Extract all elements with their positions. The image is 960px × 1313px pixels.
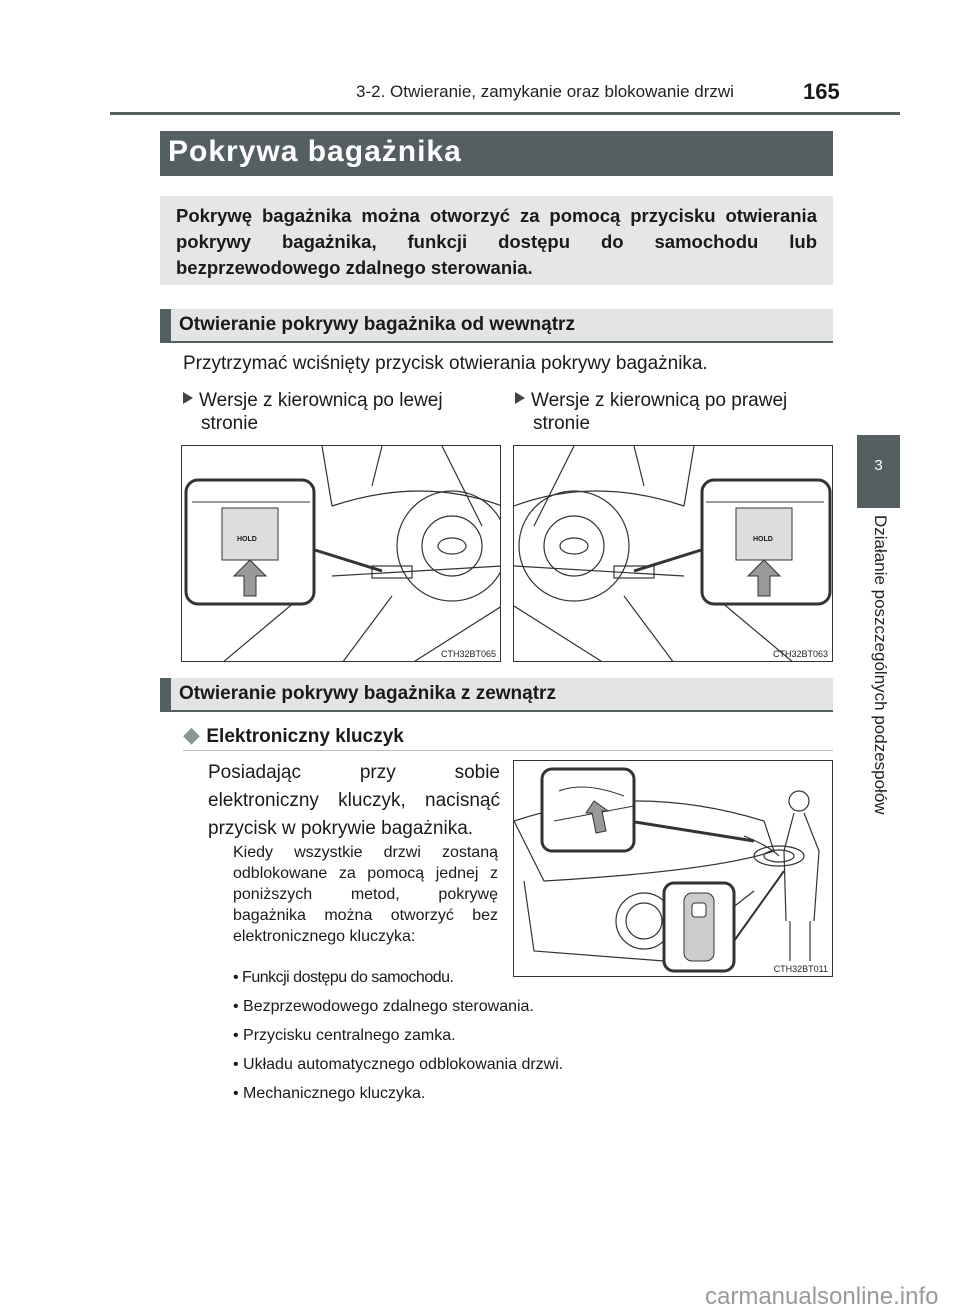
- figure-right-hand-drive: [513, 445, 833, 662]
- section-heading-outside: Otwieranie pokrywy bagażnika z zewnątrz: [160, 678, 833, 712]
- right-version-label: [515, 389, 830, 435]
- running-header: 3-2. Otwieranie, zamykanie oraz blokowanie drzwi: [356, 82, 734, 101]
- left-version-label: [183, 389, 483, 435]
- section1-text: Przytrzymać wciśnięty przycisk otwierania pokrywy bagażnika.: [183, 353, 708, 374]
- chapter-tab: 3: [857, 435, 900, 508]
- figure-code: CTH32BT065: [440, 649, 496, 659]
- bullet-list: [233, 963, 564, 1108]
- car-rear-illustration: [514, 761, 833, 977]
- section2-note: Kiedy wszystkie drzwi zostaną odblokowane za pomocą jednej z poniższych metod, pokrywę bagażnika można otworzyć bez elektronicznego kluczyka:: [233, 844, 498, 945]
- dashboard-illustration: [182, 446, 501, 662]
- watermark: carmanualsonline.info: [705, 1283, 939, 1310]
- subheading-row: [183, 722, 833, 751]
- right-version-text: Wersje z kierownicą po prawej stronie: [531, 390, 788, 434]
- left-version-text: Wersje z kierownicą po lewej stronie: [199, 390, 443, 434]
- triangle-bullet-icon: [515, 392, 525, 404]
- figure-trunk-opening: [513, 760, 833, 977]
- figure-code: CTH32BT063: [772, 649, 828, 659]
- figure-code: CTH32BT011: [773, 964, 828, 974]
- bullet-item: • Układu automatycznego odblokowania drzwi.: [233, 1056, 564, 1073]
- subheading-electronic-key: Elektroniczny kluczyk: [206, 726, 404, 747]
- hold-button-label: HOLD: [753, 536, 773, 543]
- header-rule: [110, 112, 900, 115]
- bullet-item: • Funkcji dostępu do samochodu.: [233, 969, 454, 986]
- intro-box: Pokrywę bagażnika można otworzyć za pomocą przycisku otwierania pokrywy bagażnika, funkcji dostępu do samochodu lub bezprzewodowego zdalnego sterowania.: [160, 196, 833, 285]
- bullet-item: • Mechanicznego kluczyka.: [233, 1085, 426, 1102]
- bullet-item: • Bezprzewodowego zdalnego sterowania.: [233, 998, 534, 1015]
- dashboard-illustration: [514, 446, 833, 662]
- page-number: 165: [803, 79, 840, 104]
- triangle-bullet-icon: [183, 392, 193, 404]
- figure-left-hand-drive: [181, 445, 501, 662]
- bullet-item: • Przycisku centralnego zamka.: [233, 1027, 456, 1044]
- chapter-title-vertical: Działanie poszczególnych podzespołów: [871, 515, 890, 815]
- diamond-icon: ◆: [183, 722, 200, 747]
- hold-button-label: HOLD: [237, 536, 257, 543]
- page-title: Pokrywa bagażnika: [160, 131, 833, 176]
- section2-text: Posiadając przy sobie elektroniczny kluczyk, nacisnąć przycisk w pokrywie bagażnika.: [208, 762, 500, 839]
- section-heading-inside: Otwieranie pokrywy bagażnika od wewnątrz: [160, 309, 833, 343]
